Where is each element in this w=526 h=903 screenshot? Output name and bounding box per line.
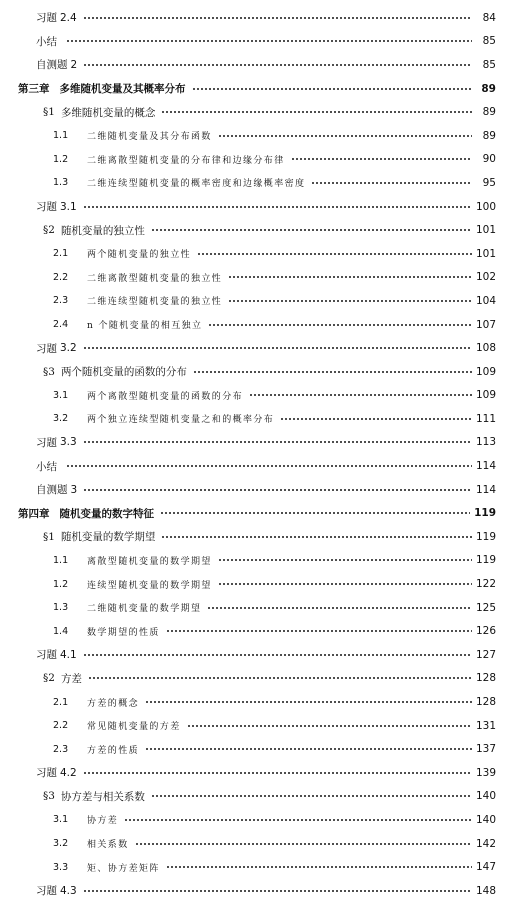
dot-leader [192, 84, 473, 94]
toc-entry-section[interactable] [0, 100, 526, 124]
toc-entry-sub[interactable] [0, 855, 526, 879]
toc-entry-number: 4.1 [60, 648, 77, 661]
toc-entry-title: 二维连续型随机变量的概率密度和边缘概率密度 [87, 179, 306, 190]
toc-entry-label [36, 199, 77, 214]
toc-entry-label [43, 789, 145, 804]
dot-leader [193, 367, 472, 377]
toc-entry-number: 第四章 [18, 507, 50, 520]
toc-entry-number: 3.1 [60, 200, 77, 213]
toc-entry-page-number: 89 [482, 129, 496, 142]
toc-entry-title: 习题 [36, 885, 57, 898]
toc-entry-title: 自测题 [36, 59, 68, 72]
toc-entry-title: 两个随机变量的函数的分布 [60, 366, 187, 379]
dot-leader [280, 414, 472, 424]
toc-entry-label [53, 554, 212, 567]
toc-entry-page-number: 107 [475, 318, 496, 331]
toc-entry-number: 3.2 [60, 342, 77, 355]
toc-entry-chapter[interactable] [0, 501, 526, 525]
table-of-contents [0, 6, 526, 903]
toc-entry-number: 1.2 [53, 153, 69, 165]
toc-entry-label [53, 153, 285, 166]
toc-entry-page-number: 128 [475, 696, 496, 709]
toc-entry-page-number: 131 [475, 719, 496, 732]
toc-entry-number: §3 [43, 790, 55, 803]
toc-entry-label [53, 247, 191, 260]
toc-entry-title: 数学期望的性质 [87, 627, 160, 638]
toc-entry-label [53, 294, 222, 307]
toc-entry-title: 多维随机变量及其概率分布 [59, 83, 186, 96]
toc-entry-title: 二维连续型随机变量的独立性 [87, 297, 223, 308]
toc-entry-misc[interactable] [0, 431, 526, 455]
toc-entry-page-number: 126 [475, 625, 496, 638]
toc-entry-page-number: 109 [475, 365, 496, 378]
toc-entry-number: 1.1 [53, 554, 69, 566]
toc-entry-title: 常见随机变量的方差 [87, 722, 181, 733]
toc-entry-label [53, 601, 201, 614]
toc-entry-number: 1.4 [53, 625, 69, 637]
dot-leader [161, 532, 472, 542]
dot-leader [83, 768, 472, 778]
dot-leader [145, 744, 472, 754]
dot-leader [83, 886, 472, 896]
toc-entry-number: 4.2 [60, 766, 77, 779]
dot-leader [228, 296, 472, 306]
toc-entry-number: 1.2 [53, 578, 69, 590]
toc-entry-number: §3 [43, 365, 55, 378]
dot-leader [166, 862, 472, 872]
toc-entry-number: 2.3 [53, 295, 69, 307]
dot-leader [83, 437, 472, 447]
toc-entry-number: 2.4 [60, 11, 77, 24]
toc-entry-title: 小结 [36, 460, 57, 473]
toc-entry-title: 习题 [36, 342, 57, 355]
toc-entry-page-number: 85 [482, 35, 496, 48]
toc-entry-number: 2.1 [53, 696, 69, 708]
toc-entry-label [36, 647, 77, 662]
toc-entry-label [18, 506, 154, 521]
toc-entry-page-number: 84 [482, 11, 496, 24]
toc-entry-page-number: 85 [482, 58, 496, 71]
toc-entry-misc[interactable] [0, 195, 526, 219]
toc-entry-page-number: 127 [475, 648, 496, 661]
toc-entry-sub[interactable] [0, 289, 526, 313]
toc-entry-number: 1.3 [53, 177, 69, 189]
toc-entry-number: 3.2 [53, 413, 69, 425]
toc-entry-sub[interactable] [0, 690, 526, 714]
toc-entry-section[interactable] [0, 525, 526, 549]
toc-entry-page-number: 122 [475, 578, 496, 591]
toc-entry-label [36, 883, 77, 898]
dot-leader [151, 225, 472, 235]
toc-entry-title: 习题 [36, 767, 57, 780]
dot-leader [161, 107, 472, 117]
toc-entry-page-number: 89 [482, 106, 496, 119]
toc-entry-number: 2.2 [53, 720, 69, 732]
dot-leader [135, 839, 472, 849]
toc-entry-page-number: 100 [475, 200, 496, 213]
dot-leader [83, 485, 472, 495]
dot-leader [66, 36, 472, 46]
toc-entry-number: 2 [70, 58, 78, 71]
toc-entry-title: 随机变量的数字特征 [59, 507, 154, 520]
toc-entry-number: §2 [43, 672, 55, 685]
toc-entry-title: 习题 [36, 436, 57, 449]
toc-entry-title: 习题 [36, 201, 57, 214]
toc-entry-number: §1 [43, 530, 55, 543]
toc-entry-title: 小结 [36, 35, 57, 48]
toc-entry-label [53, 837, 129, 850]
toc-entry-label [53, 696, 139, 709]
toc-entry-page-number: 125 [475, 601, 496, 614]
toc-entry-number: 2.4 [53, 319, 69, 331]
dot-leader [218, 555, 472, 565]
toc-entry-misc[interactable] [0, 53, 526, 77]
toc-entry-page-number: 113 [475, 436, 496, 449]
toc-entry-number: §1 [43, 106, 55, 119]
toc-entry-label [43, 223, 145, 238]
toc-entry-sub[interactable] [0, 549, 526, 573]
dot-leader [88, 673, 472, 683]
dot-leader [187, 721, 472, 731]
toc-entry-misc[interactable] [0, 6, 526, 30]
toc-entry-number: 3.2 [53, 838, 69, 850]
toc-entry-page-number: 90 [482, 153, 496, 166]
toc-entry-title: 协方差 [87, 816, 119, 827]
toc-entry-page-number: 137 [475, 743, 496, 756]
toc-entry-page-number: 109 [475, 389, 496, 402]
toc-entry-sub[interactable] [0, 384, 526, 408]
toc-entry-number: 1.1 [53, 130, 69, 142]
toc-entry-title: 两个离散型随机变量的函数的分布 [87, 391, 244, 402]
toc-entry-sub[interactable] [0, 572, 526, 596]
dot-leader [83, 343, 472, 353]
dot-leader [66, 461, 472, 471]
toc-entry-sub[interactable] [0, 313, 526, 337]
toc-entry-page-number: 142 [475, 837, 496, 850]
toc-entry-title: 二维随机变量的数学期望 [87, 604, 202, 615]
dot-leader [218, 131, 472, 141]
dot-leader [124, 815, 472, 825]
toc-entry-page-number: 119 [474, 507, 496, 520]
dot-leader [83, 202, 472, 212]
toc-entry-sub[interactable] [0, 714, 526, 738]
toc-entry-title: 习题 [36, 12, 57, 25]
toc-entry-sub[interactable] [0, 407, 526, 431]
toc-entry-page-number: 101 [475, 247, 496, 260]
dot-leader [151, 791, 472, 801]
toc-entry-title: 多维随机变量的概念 [60, 106, 156, 119]
dot-leader [197, 249, 472, 259]
dot-leader [249, 390, 472, 400]
toc-entry-title: 习题 [36, 649, 57, 662]
dot-leader [166, 626, 472, 636]
toc-entry-sub[interactable] [0, 242, 526, 266]
toc-entry-title: 方差 [60, 672, 82, 685]
toc-entry-section[interactable] [0, 785, 526, 809]
toc-entry-page-number: 89 [481, 82, 496, 95]
toc-entry-page-number: 114 [475, 483, 496, 496]
toc-entry-sub[interactable] [0, 832, 526, 856]
toc-entry-number: 第三章 [18, 83, 50, 96]
toc-entry-number: 3 [70, 483, 78, 496]
toc-entry-page-number: 101 [475, 224, 496, 237]
toc-entry-number: 3.3 [60, 436, 77, 449]
toc-entry-label [53, 271, 222, 284]
toc-entry-label [53, 719, 181, 732]
toc-entry-label [53, 813, 118, 826]
toc-entry-number: 4.3 [60, 884, 77, 897]
toc-entry-sub[interactable] [0, 619, 526, 643]
toc-entry-title: 协方差与相关系数 [60, 790, 145, 803]
toc-entry-page-number: 114 [475, 460, 496, 473]
toc-entry-sub[interactable] [0, 808, 526, 832]
toc-entry-label [43, 529, 155, 544]
toc-entry-page-number: 147 [475, 861, 496, 874]
toc-entry-label [36, 459, 60, 474]
toc-entry-section[interactable] [0, 360, 526, 384]
toc-entry-page-number: 139 [475, 766, 496, 779]
dot-leader [218, 579, 472, 589]
toc-entry-title: 二维随机变量及其分布函数 [87, 132, 212, 143]
toc-entry-misc[interactable] [0, 454, 526, 478]
toc-entry-label [53, 318, 202, 331]
dot-leader [83, 650, 472, 660]
toc-entry-label [53, 412, 274, 425]
toc-entry-title: n 个随机变量的相互独立 [87, 321, 203, 332]
toc-entry-label [36, 482, 77, 497]
toc-entry-sub[interactable] [0, 596, 526, 620]
toc-entry-page-number: 102 [475, 271, 496, 284]
toc-entry-label [43, 105, 155, 120]
toc-entry-sub[interactable] [0, 124, 526, 148]
toc-entry-label [36, 57, 77, 72]
dot-leader [311, 178, 472, 188]
toc-entry-page-number: 140 [475, 813, 496, 826]
toc-entry-label [43, 671, 82, 686]
toc-entry-number: 2.2 [53, 271, 69, 283]
toc-entry-sub[interactable] [0, 266, 526, 290]
dot-leader [228, 272, 472, 282]
toc-entry-page-number: 111 [475, 412, 496, 425]
toc-entry-label [53, 743, 139, 756]
toc-entry-title: 方差的概念 [87, 698, 140, 709]
toc-entry-label [53, 861, 160, 874]
toc-entry-misc[interactable] [0, 478, 526, 502]
toc-entry-number: 2.1 [53, 248, 69, 260]
toc-entry-title: 相关系数 [87, 840, 129, 851]
toc-entry-number: 2.3 [53, 743, 69, 755]
toc-entry-title: 二维离散型随机变量的分布律和边缘分布律 [87, 155, 285, 166]
toc-entry-title: 两个随机变量的独立性 [87, 250, 192, 261]
toc-entry-number: 3.1 [53, 814, 69, 826]
toc-entry-title: 两个独立连续型随机变量之和的概率分布 [87, 415, 275, 426]
dot-leader [207, 603, 472, 613]
toc-entry-label [53, 578, 212, 591]
toc-entry-label [53, 129, 212, 142]
dot-leader [83, 13, 472, 23]
toc-entry-title: 自测题 [36, 484, 68, 497]
toc-entry-section[interactable] [0, 667, 526, 691]
toc-entry-label [36, 765, 77, 780]
toc-entry-label [36, 10, 77, 25]
toc-entry-sub[interactable] [0, 171, 526, 195]
dot-leader [291, 154, 472, 164]
toc-entry-page-number: 95 [482, 176, 496, 189]
dot-leader [83, 60, 472, 70]
toc-entry-label [18, 81, 186, 96]
toc-entry-page-number: 140 [475, 790, 496, 803]
toc-entry-section[interactable] [0, 218, 526, 242]
toc-entry-label [36, 34, 60, 49]
toc-entry-misc[interactable] [0, 643, 526, 667]
toc-entry-number: §2 [43, 224, 55, 237]
toc-entry-page-number: 108 [475, 342, 496, 355]
toc-entry-label [36, 341, 77, 356]
toc-entry-page-number: 104 [475, 294, 496, 307]
toc-entry-misc[interactable] [0, 761, 526, 785]
toc-entry-label [36, 435, 77, 450]
toc-entry-title: 二维离散型随机变量的独立性 [87, 273, 223, 284]
toc-entry-title: 矩、协方差矩阵 [87, 863, 160, 874]
toc-entry-sub[interactable] [0, 148, 526, 172]
toc-entry-misc[interactable] [0, 336, 526, 360]
toc-entry-label [43, 364, 187, 379]
toc-entry-title: 随机变量的独立性 [60, 224, 145, 237]
toc-entry-number: 1.3 [53, 602, 69, 614]
toc-entry-label [53, 176, 305, 189]
toc-entry-page-number: 119 [475, 554, 496, 567]
toc-entry-misc[interactable] [0, 30, 526, 54]
toc-entry-title: 连续型随机变量的数学期望 [87, 580, 212, 591]
toc-entry-misc[interactable] [0, 879, 526, 903]
toc-entry-chapter[interactable] [0, 77, 526, 101]
toc-entry-label [53, 625, 160, 638]
toc-entry-title: 随机变量的数学期望 [60, 531, 156, 544]
toc-entry-number: 3.1 [53, 389, 69, 401]
dot-leader [208, 320, 471, 330]
toc-entry-title: 方差的性质 [87, 745, 140, 756]
dot-leader [145, 697, 472, 707]
dot-leader [160, 508, 470, 518]
toc-entry-sub[interactable] [0, 737, 526, 761]
toc-entry-page-number: 128 [475, 672, 496, 685]
toc-entry-page-number: 119 [475, 530, 496, 543]
toc-entry-title: 离散型随机变量的数学期望 [87, 556, 212, 567]
toc-entry-number: 3.3 [53, 861, 69, 873]
toc-entry-label [53, 389, 243, 402]
toc-entry-page-number: 148 [475, 884, 496, 897]
